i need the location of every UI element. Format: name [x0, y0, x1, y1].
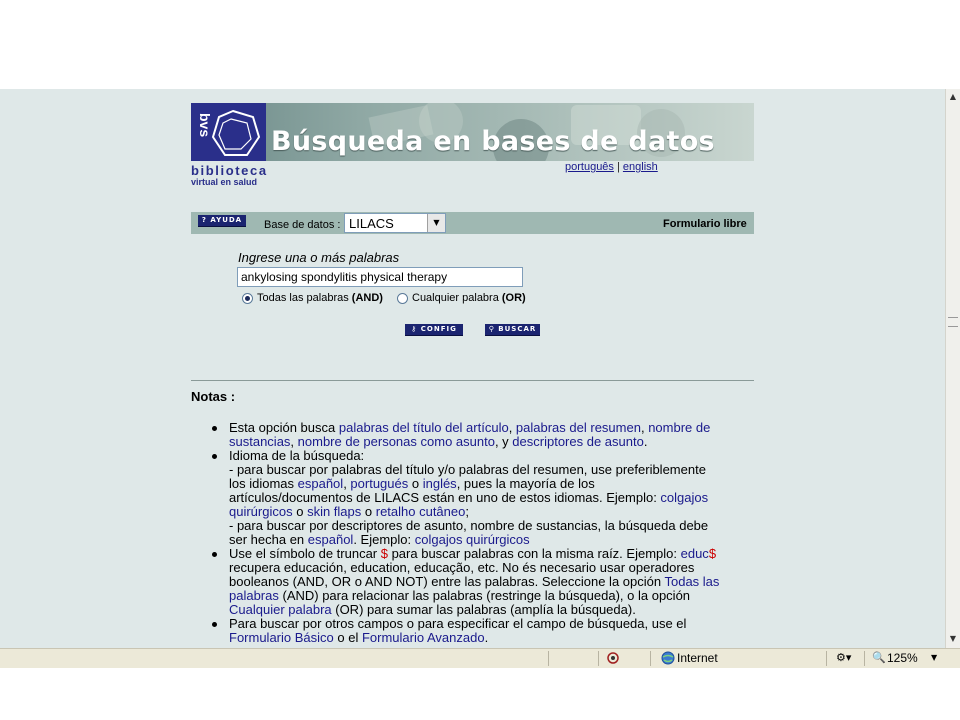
note-text: los idiomas — [229, 476, 298, 491]
magnifier-icon: ⚲ — [488, 325, 499, 333]
note-text: . — [484, 630, 489, 645]
spanish-link-2[interactable]: español — [307, 532, 354, 547]
portuguese-link[interactable]: portugués — [350, 476, 409, 491]
advanced-form-link[interactable]: Formulario Avanzado — [361, 630, 485, 645]
security-zone-label: Internet — [677, 651, 718, 665]
logo-text-virtual: virtual en salud — [191, 177, 258, 187]
globe-icon — [661, 651, 675, 665]
note-line — [229, 533, 756, 547]
database-label: Base de datos : — [264, 219, 341, 231]
truncation-symbol: $ — [380, 546, 388, 561]
privacy-eye-icon[interactable] — [606, 651, 620, 665]
protected-mode-icon[interactable]: ⚙▾ — [836, 651, 852, 664]
database-select-value: LILACS — [349, 216, 394, 231]
help-button[interactable]: ? AYUDA — [198, 215, 246, 227]
search-input[interactable] — [237, 267, 523, 287]
form-mode-label: Formulario libre — [663, 218, 747, 230]
note-line: Para buscar por otros campos o para especificar el campo de búsqueda, use el — [229, 616, 687, 631]
subject-descriptors-link[interactable]: descriptores de asunto — [512, 434, 644, 449]
note-fields — [212, 421, 756, 449]
example-skin-flaps-link[interactable]: skin flaps — [307, 504, 362, 519]
chevron-down-icon[interactable]: ▼ — [931, 653, 938, 662]
note-text: , — [290, 434, 298, 449]
config-button[interactable] — [405, 324, 463, 336]
note-text: (AND) para relacionar las palabras (restringe la búsqueda), o la opción — [278, 588, 691, 603]
status-divider — [598, 651, 599, 666]
chevron-down-icon[interactable]: ▼ — [427, 214, 445, 232]
radio-all-words-label: Todas las palabras — [257, 292, 352, 304]
config-button-label: CONFIG — [420, 325, 457, 333]
scroll-down-icon[interactable]: ▼ — [949, 634, 957, 643]
all-words-link[interactable]: Todas las — [664, 574, 720, 589]
bvs-logo[interactable] — [191, 103, 266, 161]
status-divider — [826, 651, 827, 666]
example-colgajos-link-cont[interactable]: quirúrgicos — [229, 504, 293, 519]
all-words-link-cont[interactable]: palabras — [229, 588, 279, 603]
page-title: Búsqueda en bases de datos — [271, 126, 715, 157]
note-other-forms — [212, 617, 756, 645]
radio-all-words[interactable] — [242, 292, 383, 304]
scroll-up-icon[interactable]: ▲ — [949, 92, 957, 101]
note-line: - para buscar por palabras del título y/o palabras del resumen, use preferiblemente — [229, 462, 706, 477]
search-prompt: Ingrese una o más palabras — [238, 250, 400, 265]
note-line — [229, 435, 756, 449]
radio-any-word[interactable] — [397, 292, 526, 304]
lang-english-link[interactable]: english — [622, 161, 658, 173]
example-educ-link[interactable]: educ — [680, 546, 709, 561]
note-text: para buscar palabras con la misma raíz. Ejemplo: — [387, 546, 681, 561]
lang-separator: | — [617, 161, 620, 173]
note-text: , — [640, 420, 649, 435]
note-language — [212, 449, 756, 547]
section-divider — [191, 380, 754, 381]
spanish-link[interactable]: español — [297, 476, 344, 491]
note-line: recupera educación, education, educação, etc. No és necesario usar operadores — [229, 560, 695, 575]
english-link[interactable]: inglés — [422, 476, 457, 491]
note-line — [229, 589, 756, 603]
substances-link[interactable]: nombre de — [648, 420, 711, 435]
status-divider — [864, 651, 865, 666]
note-text: ; — [465, 504, 469, 519]
note-text: o — [361, 504, 376, 519]
example-retalho-link[interactable]: retalho cutâneo — [375, 504, 466, 519]
note-text: o el — [333, 630, 362, 645]
note-text: , pues la mayoría de los — [456, 476, 595, 491]
notes-title: Notas : — [191, 389, 236, 404]
note-text: Esta opción busca — [229, 420, 339, 435]
note-text: ser hecha en — [229, 532, 308, 547]
abstract-words-link[interactable]: palabras del resumen — [515, 420, 641, 435]
note-text: Use el símbolo de truncar — [229, 546, 381, 561]
zoom-level[interactable]: 125% — [887, 651, 918, 665]
note-text: . — [643, 434, 648, 449]
radio-any-word-dot[interactable] — [397, 293, 408, 304]
note-text: o — [292, 504, 308, 519]
vertical-scrollbar[interactable] — [945, 89, 960, 648]
any-word-link[interactable]: Cualquier palabra — [229, 602, 332, 617]
bvs-logo-icon — [191, 103, 266, 161]
note-text: artículos/documentos de LILACS están en uno de estos idiomas. Ejemplo: — [229, 490, 661, 505]
radio-any-word-label: Cualquier palabra — [412, 292, 502, 304]
key-icon: ⚷ — [411, 325, 421, 333]
truncation-symbol: $ — [708, 546, 717, 561]
note-line — [229, 547, 756, 561]
title-words-link[interactable]: palabras del título del artículo — [338, 420, 509, 435]
lang-portugues-link[interactable]: português — [565, 161, 614, 173]
note-line — [229, 575, 756, 589]
note-line: Idioma de la búsqueda: — [229, 448, 365, 463]
note-line — [229, 421, 756, 435]
status-divider — [650, 651, 651, 666]
note-text: (OR) para sumar las palabras (amplía la búsqueda). — [331, 602, 636, 617]
status-bar — [0, 648, 960, 668]
example-colgajos-link[interactable]: colgajos — [660, 490, 709, 505]
note-line — [229, 631, 756, 645]
note-line — [229, 477, 756, 491]
persons-subject-link[interactable]: nombre de personas como asunto — [297, 434, 495, 449]
search-button-label: BUSCAR — [498, 325, 537, 333]
note-line: - para buscar por descriptores de asunto, nombre de sustancias, la búsqueda debe — [229, 518, 709, 533]
note-text: , — [508, 420, 516, 435]
example-colgajos-quirurgicos-link[interactable]: colgajos quirúrgicos — [414, 532, 530, 547]
note-text: o — [408, 476, 423, 491]
notes-list — [212, 421, 756, 645]
note-line — [229, 491, 756, 505]
radio-any-word-op: (OR) — [501, 292, 526, 304]
note-line — [229, 603, 756, 617]
svg-text:bvs: bvs — [197, 113, 213, 138]
note-line — [229, 505, 756, 519]
language-links — [565, 161, 658, 173]
substances-link-cont[interactable]: sustancias — [229, 434, 291, 449]
note-truncation — [212, 547, 756, 617]
database-select[interactable] — [344, 213, 446, 233]
status-divider — [548, 651, 549, 666]
zoom-icon[interactable]: 🔍 — [872, 651, 886, 664]
radio-all-words-dot[interactable] — [242, 293, 253, 304]
note-text: booleanos (AND, OR o AND NOT) entre las palabras. Seleccione la opción — [229, 574, 665, 589]
radio-all-words-op: (AND) — [351, 292, 383, 304]
basic-form-link[interactable]: Formulario Básico — [229, 630, 334, 645]
note-text: , y — [494, 434, 513, 449]
scroll-thumb-grip[interactable] — [948, 317, 958, 327]
search-button[interactable] — [485, 324, 540, 336]
logo-text-biblioteca: biblioteca — [191, 163, 268, 178]
note-text: , — [343, 476, 351, 491]
note-text: . Ejemplo: — [353, 532, 415, 547]
